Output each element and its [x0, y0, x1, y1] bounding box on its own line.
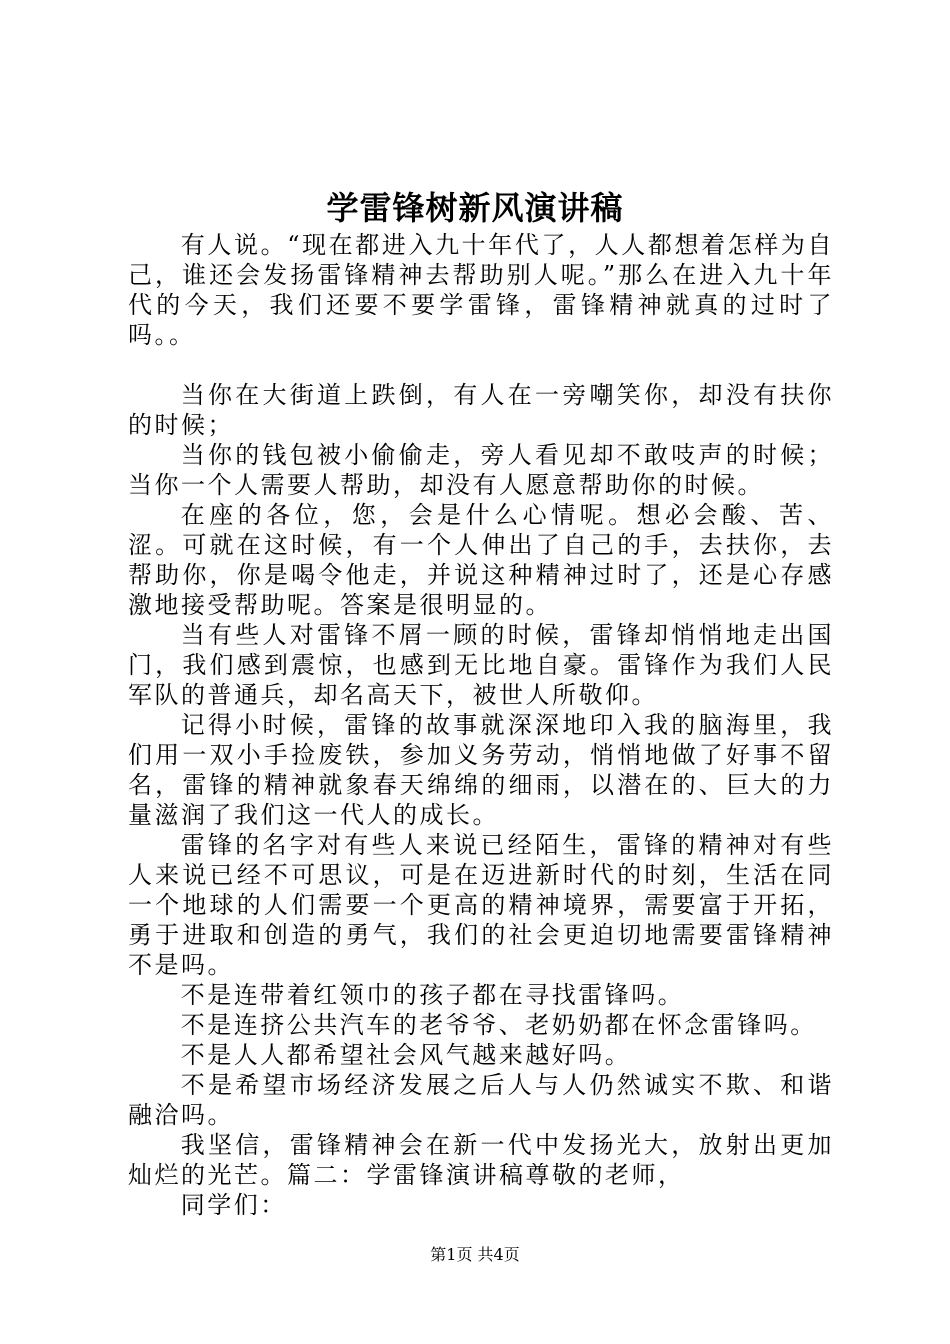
paragraph: 在座的各位，您，会是什么心情呢。想必会酸、苦、涩。可就在这时候，有一个人伸出了自己的手，去扶你，去帮助你，你是喝令他走，并说这种精神过时了，还是心存感激地接受帮助呢。答案是很明显的。: [128, 501, 834, 619]
paragraph: 雷锋的名字对有些人来说已经陌生，雷锋的精神对有些人来说已经不可思议，可是在迈进新时代的时刻，生活在同一个地球的人们需要一个更高的精神境界，需要富于开拓，勇于进取和创造的勇气，我们的社会更迫切地需要雷锋精神不是吗。: [128, 831, 834, 979]
document-body: [128, 230, 834, 1220]
paragraph: 当有些人对雷锋不屑一顾的时候，雷锋却悄悄地走出国门，我们感到震惊，也感到无比地自豪。雷锋作为我们人民军队的普通兵，却名高天下，被世人所敬仰。: [128, 621, 834, 709]
document-title: 学雷锋树新风演讲稿: [326, 189, 624, 227]
paragraph: 有人说。“现在都进入九十年代了，人人都想着怎样为自己，谁还会发扬雷锋精神去帮助别人呢。”那么在进入九十年代的今天，我们还要不要学雷锋，雷锋精神就真的过时了吗。。: [128, 231, 834, 349]
paragraph: 我坚信，雷锋精神会在新一代中发扬光大，放射出更加灿烂的光芒。篇二：学雷锋演讲稿尊敬的老师，: [128, 1131, 834, 1189]
paragraph: 同学们：: [180, 1191, 287, 1219]
paragraph-spacer: [128, 350, 834, 380]
paragraph: 当你的钱包被小偷偷走，旁人看见却不敢吱声的时候；当你一个人需要人帮助，却没有人愿意帮助你的时候。: [128, 441, 834, 499]
page-footer: 第1页 共4页: [430, 1245, 520, 1264]
paragraph: 不是希望市场经济发展之后人与人仍然诚实不欺、和谐融洽吗。: [128, 1071, 834, 1129]
paragraph: 记得小时候，雷锋的故事就深深地印入我的脑海里，我们用一双小手捡废铁，参加义务劳动，悄悄地做了好事不留名，雷锋的精神就象春天绵绵的细雨，以潜在的、巨大的力量滋润了我们这一代人的成长。: [128, 711, 834, 829]
paragraph: 不是人人都希望社会风气越来越好吗。: [180, 1041, 632, 1069]
paragraph: 不是连带着红领巾的孩子都在寻找雷锋吗。: [180, 981, 685, 1009]
paragraph: 不是连挤公共汽车的老爷爷、老奶奶都在怀念雷锋吗。: [180, 1011, 817, 1039]
paragraph: 当你在大街道上跌倒，有人在一旁嘲笑你，却没有扶你的时候；: [128, 381, 834, 439]
